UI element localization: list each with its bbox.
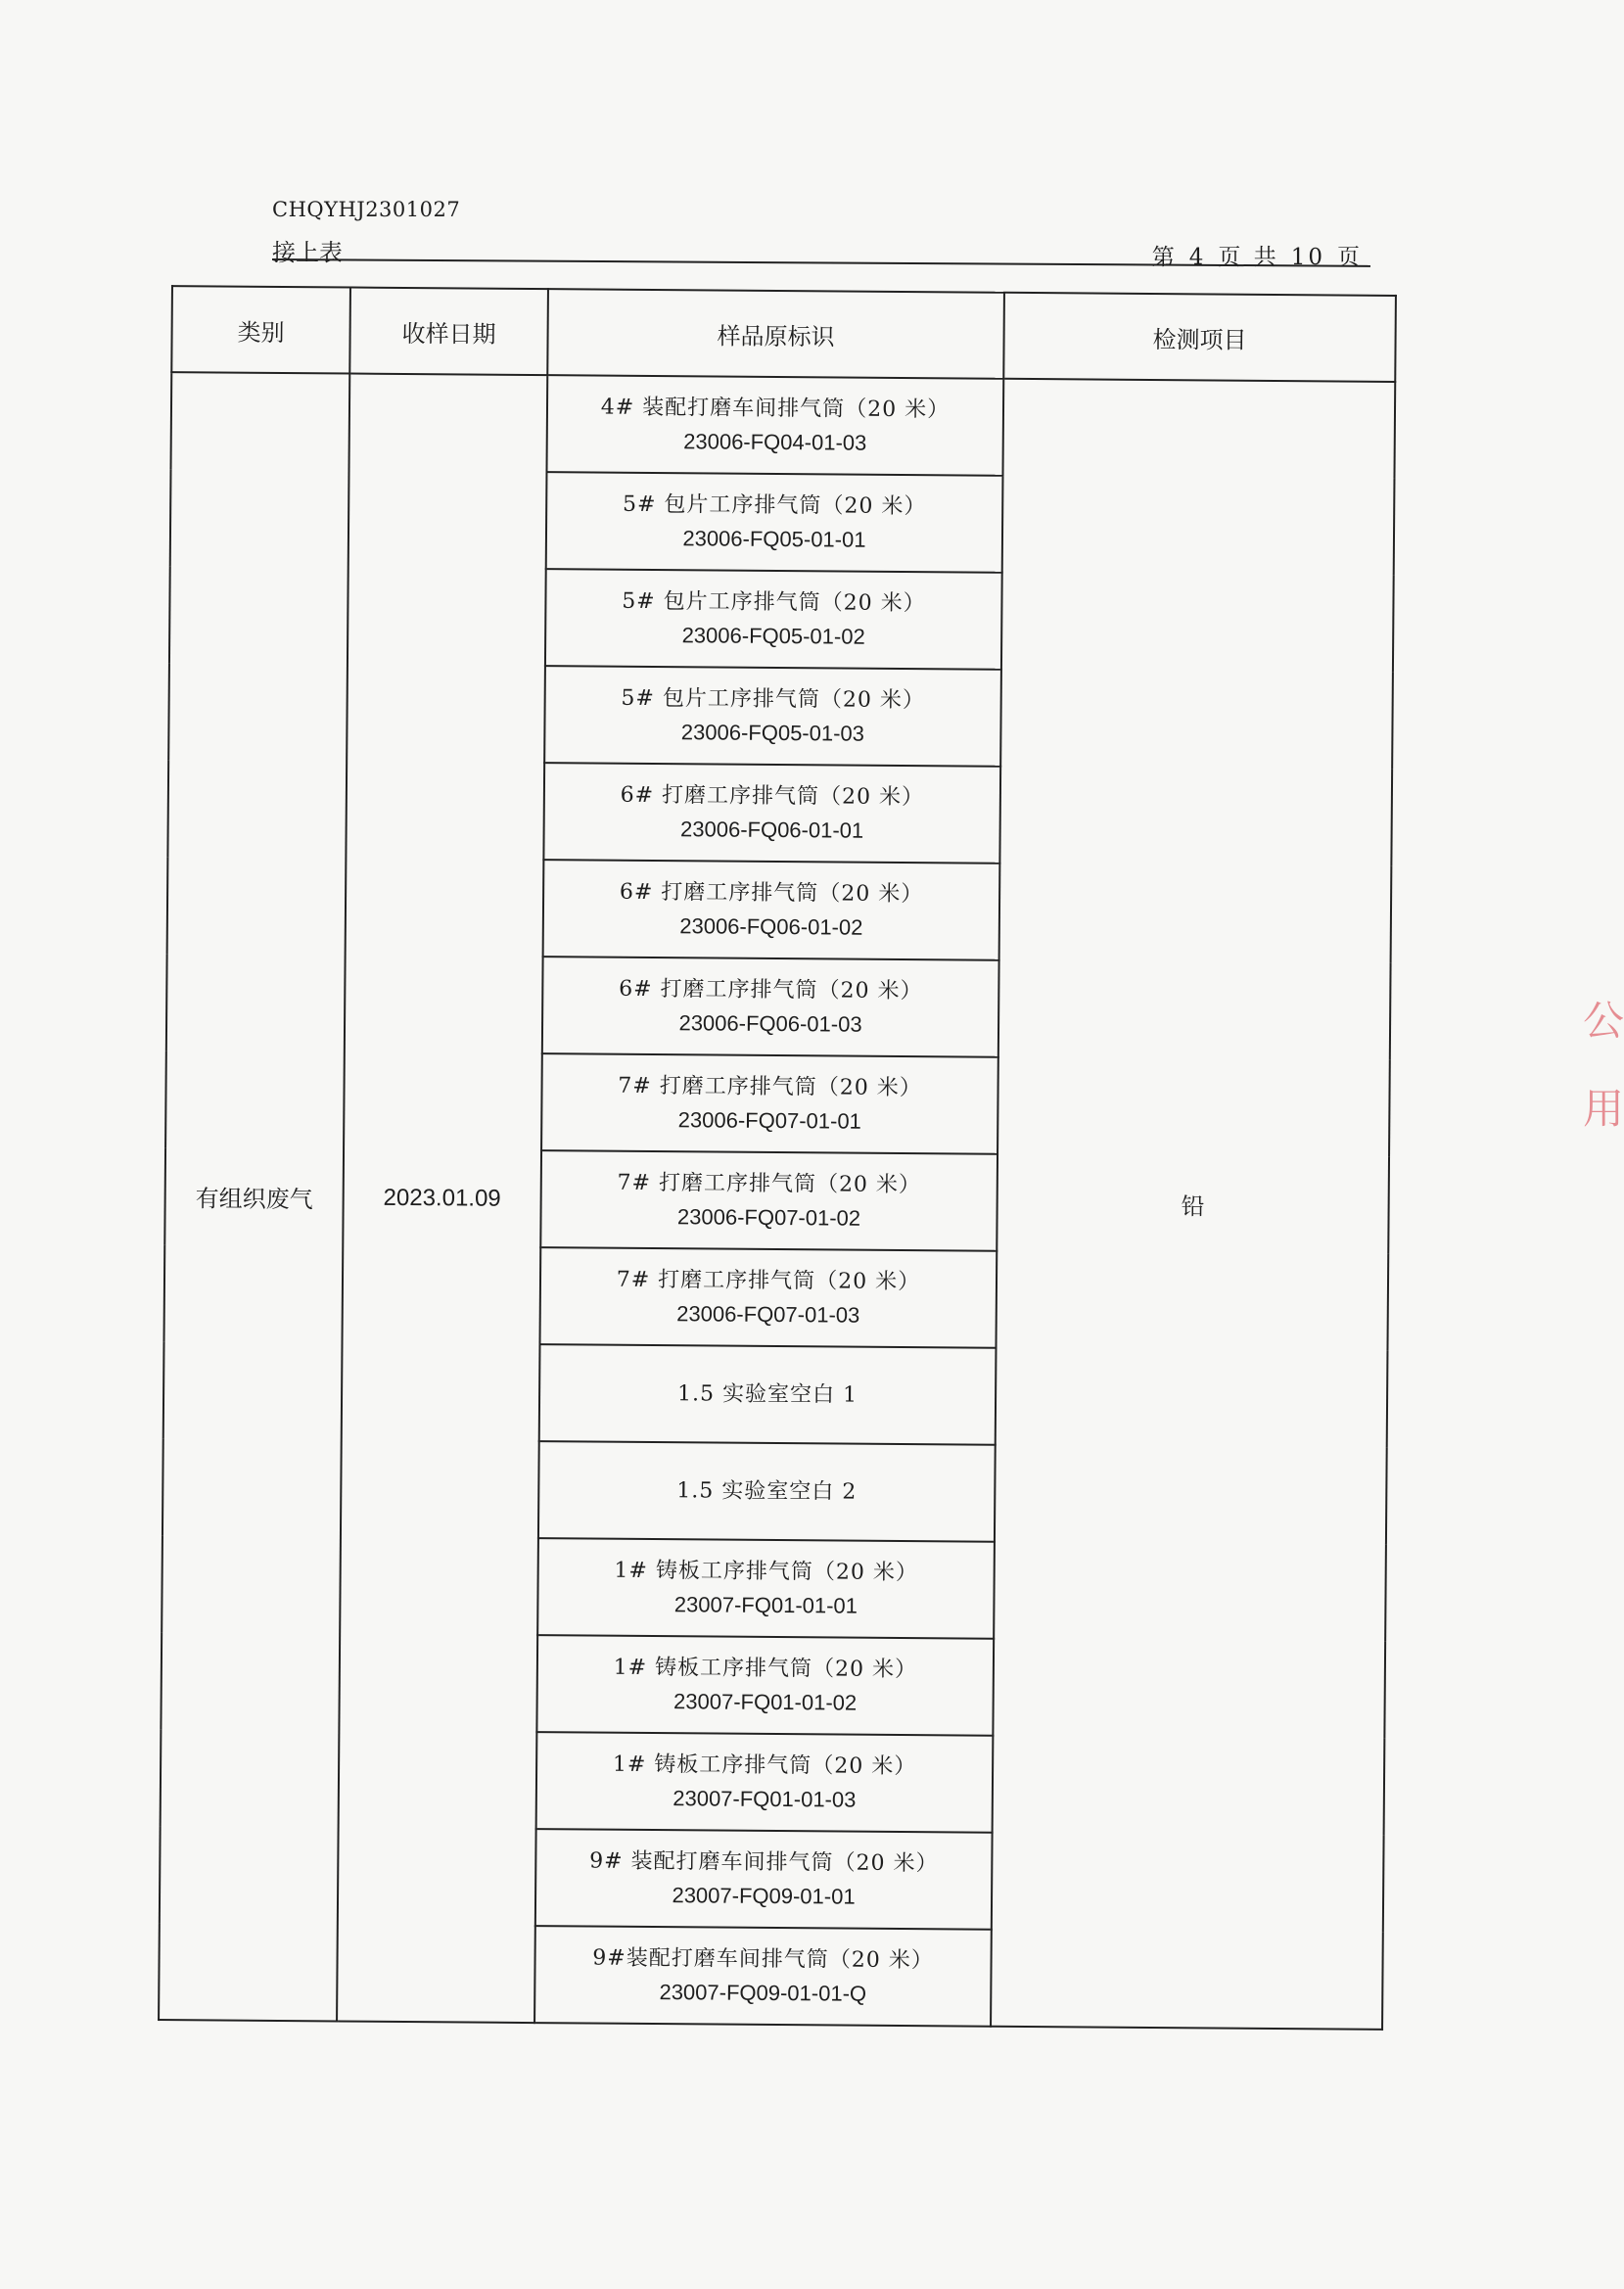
sample-id-cell <box>540 1150 998 1251</box>
sample-code: 23007-FQ01-01-03 <box>673 1785 857 1812</box>
sample-code: 23006-FQ06-01-02 <box>679 912 863 940</box>
sample-id-cell <box>541 1053 998 1154</box>
sample-id-cell <box>546 472 1003 573</box>
sample-code: 23007-FQ01-01-01 <box>673 1591 858 1618</box>
sample-id-cell <box>545 569 1002 670</box>
page-suffix: 页 <box>1337 245 1363 270</box>
sample-name: 6# 打磨工序排气筒（20 米） <box>619 976 923 1004</box>
sample-name: 5# 包片工序排气筒（20 米） <box>622 491 927 519</box>
sample-code: 23007-FQ09-01-01 <box>672 1882 856 1909</box>
sample-id-cell <box>537 1538 995 1639</box>
sample-code: 23006-FQ06-01-03 <box>678 1009 862 1037</box>
sample-id-cell <box>543 860 1000 960</box>
sample-name: 6# 打磨工序排气筒（20 米） <box>620 782 925 810</box>
column-header-date: 收样日期 <box>349 288 548 376</box>
sample-name: 7# 打磨工序排气筒（20 米） <box>616 1267 921 1294</box>
sample-table <box>158 285 1397 2031</box>
sample-id-cell <box>543 763 1000 864</box>
category-cell: 有组织废气 <box>159 372 349 2021</box>
sample-name: 5# 包片工序排气筒（20 米） <box>621 685 925 713</box>
table-body <box>159 372 1395 2030</box>
test-item-cell: 铅 <box>991 379 1395 2030</box>
column-header-category: 类别 <box>171 286 350 373</box>
sample-id-cell <box>542 957 999 1057</box>
sample-code: 23006-FQ05-01-03 <box>680 719 865 746</box>
sample-id-cell <box>534 1926 992 2027</box>
sample-name: 5# 包片工序排气筒（20 米） <box>622 588 926 616</box>
table-header-row <box>171 286 1396 382</box>
sample-date-cell: 2023.01.09 <box>337 374 547 2024</box>
sample-id-cell <box>544 666 1001 767</box>
sample-name: 1# 铸板工序排气筒（20 米） <box>612 1752 917 1779</box>
sample-id-cell <box>539 1247 997 1348</box>
sample-name: 9# 装配打磨车间排气筒（20 米） <box>589 1848 939 1876</box>
column-header-sample-id: 样品原标识 <box>547 289 1004 379</box>
column-header-test-item: 检测项目 <box>1003 293 1396 382</box>
page-current: 4 <box>1188 245 1207 270</box>
sample-code: 23006-FQ07-01-02 <box>676 1203 861 1231</box>
sample-name: 6# 打磨工序排气筒（20 米） <box>619 879 924 907</box>
sample-name: 1# 铸板工序排气筒（20 米） <box>614 1558 918 1585</box>
page-mid: 页 共 <box>1218 245 1279 270</box>
sample-name: 7# 打磨工序排气筒（20 米） <box>617 1170 922 1197</box>
seal-char: 公 <box>1583 997 1624 1045</box>
sample-name: 1# 铸板工序排气筒（20 米） <box>613 1655 918 1682</box>
sample-id-cell <box>546 375 1003 476</box>
sample-name: 9#装配打磨车间排气筒（20 米） <box>592 1945 934 1973</box>
sample-code: 23007-FQ01-01-02 <box>673 1688 858 1715</box>
seal-char: 用 <box>1583 1085 1624 1133</box>
sample-id-cell <box>536 1635 994 1736</box>
sample-code: 23006-FQ06-01-01 <box>679 816 864 843</box>
sample-id-cell <box>536 1732 994 1833</box>
page-prefix: 第 <box>1151 245 1178 270</box>
sample-name: 4# 装配打磨车间排气筒（20 米） <box>600 395 951 422</box>
sample-name: 1.5 实验室空白 1 <box>677 1380 858 1408</box>
continued-label: 接上表 <box>272 239 343 266</box>
sample-code: 23007-FQ09-01-01-Q <box>659 1979 867 2006</box>
sample-id-cell <box>538 1441 996 1542</box>
red-seal-fragment <box>1583 989 1624 1283</box>
sample-code: 23006-FQ07-01-03 <box>676 1300 860 1328</box>
sample-name: 1.5 实验室空白 2 <box>676 1477 858 1505</box>
sample-code: 23006-FQ04-01-03 <box>683 428 867 455</box>
sample-name: 7# 打磨工序排气筒（20 米） <box>618 1073 922 1100</box>
sample-code: 23006-FQ05-01-02 <box>681 622 865 649</box>
table-row <box>171 372 1396 479</box>
sample-code: 23006-FQ07-01-01 <box>677 1106 861 1134</box>
page-total: 10 <box>1290 245 1325 270</box>
sample-code: 23006-FQ05-01-01 <box>682 525 866 552</box>
sample-id-cell <box>539 1344 997 1445</box>
sample-id-cell <box>535 1829 993 1930</box>
document-code: CHQYHJ2301027 <box>272 198 461 221</box>
